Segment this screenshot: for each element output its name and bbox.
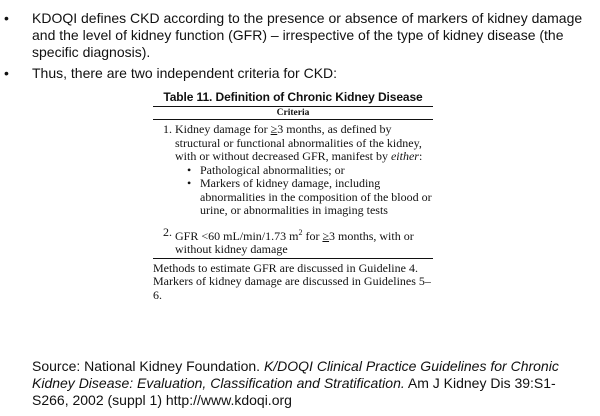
criteria-column-header: Criteria [153,107,433,120]
bullet-marker: • [4,10,9,26]
superscript-2: 2 [298,227,303,237]
bullet-marker: • [4,65,9,81]
source-title: K/DOQI Clinical Practice Guidelines for Chronic Kidney Disease: Evaluation, Classification and Stratification. [32,358,559,391]
either-emphasis: either [390,149,419,163]
bullet-text: KDOQI defines CKD according to the presence or absence of markers of kidney damage and the level of kidney function (GFR) – irrespective of the type of kidney disease (the specific diagnosis). [32,10,583,60]
criterion-colon: : [418,149,423,163]
criterion-number: 2. [163,224,172,239]
criterion-text-part: 3 months, with or without kidney damage [175,228,414,256]
sub-item: • Markers of kidney damage, including abnormalities in the composition of the blood or urine, or abnormalities in imaging tests [187,177,433,218]
ge-symbol: ≥ [322,228,330,243]
ckd-definition-table [153,90,433,302]
bullet-text: Thus, there are two independent criteria for CKD: [32,65,338,81]
source-citation [32,358,592,409]
criterion-text-part: for [302,228,323,243]
criteria-body [153,120,433,259]
sub-item: • Pathological abnormalities; or [187,164,433,178]
criterion-text-part: 3 months, as defined by structural or functional abnormalities of the kidney, with or without decreased GFR, manifest by [175,122,422,163]
criterion-text-part: Kidney damage for [175,122,271,136]
table-title: Table 11. Definition of Chronic Kidney Disease [163,90,423,104]
source-prefix: Source: National Kidney Foundation. [32,358,264,374]
criterion-number: 1. [163,122,172,136]
criterion-2 [153,226,433,259]
criterion-text [175,123,433,218]
intro-bullet-list [4,10,594,86]
criterion-sub-list [175,164,433,218]
table-box [153,106,433,302]
ge-symbol: ≥ [270,122,278,136]
criterion-text [175,226,433,257]
table-footnote: Methods to estimate GFR are discussed in Guideline 4. Markers of kidney damage are discussed in Guidelines 5–6. [153,260,431,302]
bullet-item [4,65,594,82]
source-suffix: Am J Kidney Dis 39:S1-S266, 2002 (suppl 1) http://www.kdoqi.org [32,375,556,408]
criterion-text-part: GFR <60 mL/min/1.73 m [175,228,299,243]
bullet-item [4,10,594,61]
criterion-1 [153,123,433,218]
